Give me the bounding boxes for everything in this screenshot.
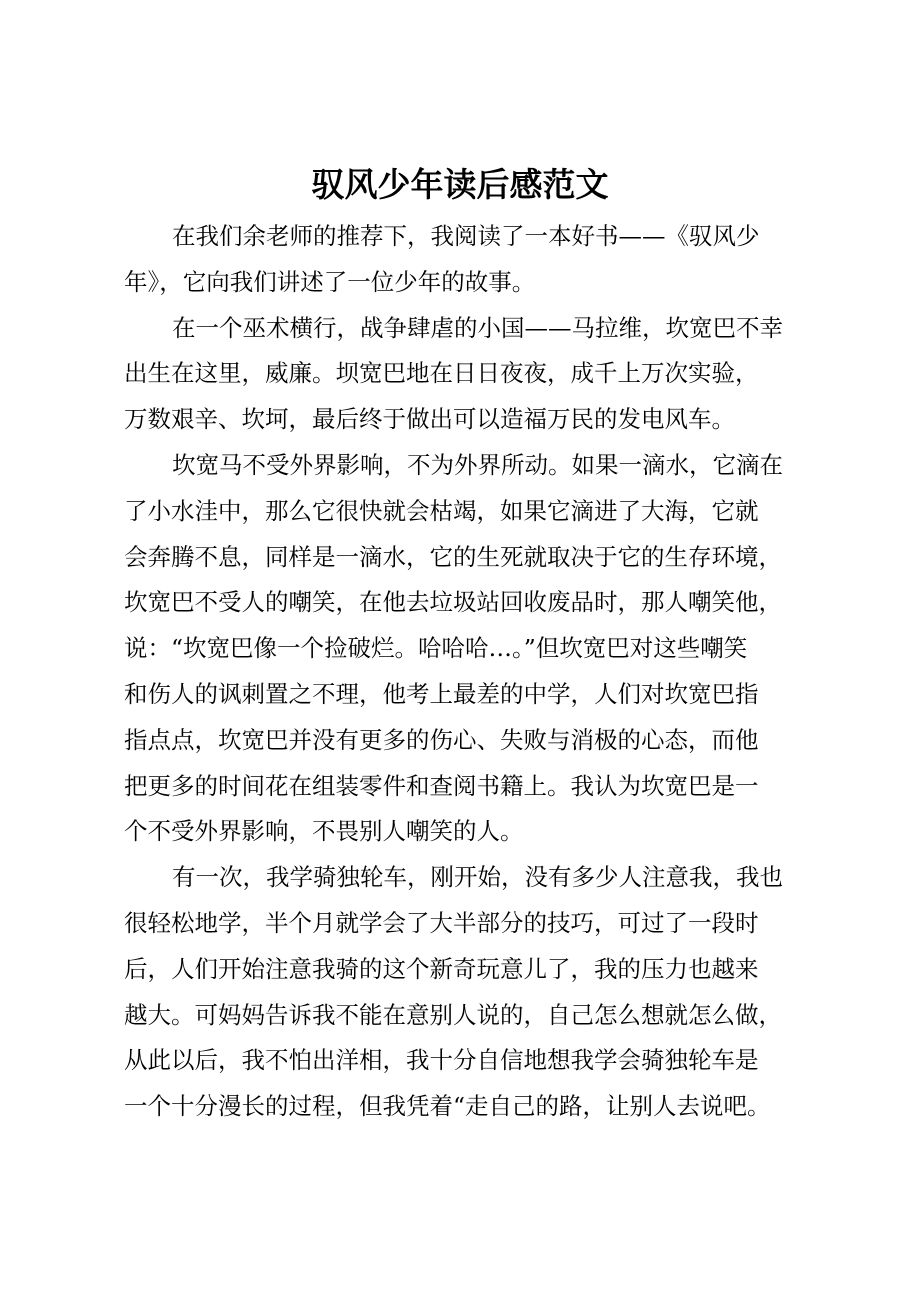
paragraph-line: 万数艰辛、坎坷，最后终于做出可以造福万民的发电风车。 bbox=[124, 405, 735, 434]
paragraph-2 bbox=[124, 306, 824, 443]
page-title: 驭风少年读后感范文 bbox=[311, 165, 609, 204]
paragraph-3 bbox=[124, 443, 824, 855]
paragraph-4 bbox=[124, 855, 824, 1130]
paragraph-line: 说：“坎宽巴像一个捡破烂。哈哈哈…。”但坎宽巴对这些嘲笑 bbox=[124, 634, 748, 663]
paragraph-line: 坎宽马不受外界影响，不为外界所动。如果一滴水，它滴在 bbox=[172, 450, 783, 479]
paragraph-line: 指点点，坎宽巴并没有更多的伤心、失败与消极的心态，而他 bbox=[124, 725, 759, 754]
paragraph-line: 后，人们开始注意我骑的这个新奇玩意儿了，我的压力也越来 bbox=[124, 954, 759, 983]
paragraph-line: 和伤人的讽刺置之不理，他考上最差的中学，人们对坎宽巴指 bbox=[124, 679, 759, 708]
paragraph-line: 会奔腾不息，同样是一滴水，它的生死就取决于它的生存环境， bbox=[124, 542, 782, 571]
paragraph-line: 从此以后，我不怕出洋相，我十分自信地想我学会骑独轮车是 bbox=[124, 1046, 759, 1075]
paragraph-line: 很轻松地学，半个月就学会了大半部分的技巧，可过了一段时 bbox=[124, 908, 759, 937]
paragraph-line: 出生在这里，威廉。坝宽巴地在日日夜夜，成千上万次实验， bbox=[124, 359, 759, 388]
paragraph-line: 坎宽巴不受人的嘲笑，在他去垃圾站回收废品时，那人嘲笑他， bbox=[124, 588, 782, 617]
document-body bbox=[124, 214, 824, 1130]
paragraph-line: 把更多的时间花在组装零件和查阅书籍上。我认为坎宽巴是一 bbox=[124, 771, 759, 800]
paragraph-line: 个不受外界影响，不畏别人嘲笑的人。 bbox=[124, 817, 524, 846]
paragraph-line: 有一次，我学骑独轮车，刚开始，没有多少人注意我，我也 bbox=[172, 863, 783, 892]
paragraph-line: 一个十分漫长的过程，但我凭着“走自己的路，让别人去说吧。 bbox=[124, 1092, 771, 1121]
paragraph-line: 越大。可妈妈告诉我不能在意别人说的，自己怎么想就怎么做， bbox=[124, 1000, 782, 1029]
paragraph-line: 在我们余老师的推荐下，我阅读了一本好书——《驭风少 bbox=[172, 222, 760, 250]
paragraph-line: 在一个巫术横行，战争肆虐的小国——马拉维，坎宽巴不幸 bbox=[172, 313, 783, 342]
paragraph-1 bbox=[124, 214, 824, 306]
paragraph-line: 了小水洼中，那么它很快就会枯竭，如果它滴进了大海，它就 bbox=[124, 496, 759, 525]
paragraph-line: 年》，它向我们讲述了一位少年的故事。 bbox=[124, 267, 536, 296]
